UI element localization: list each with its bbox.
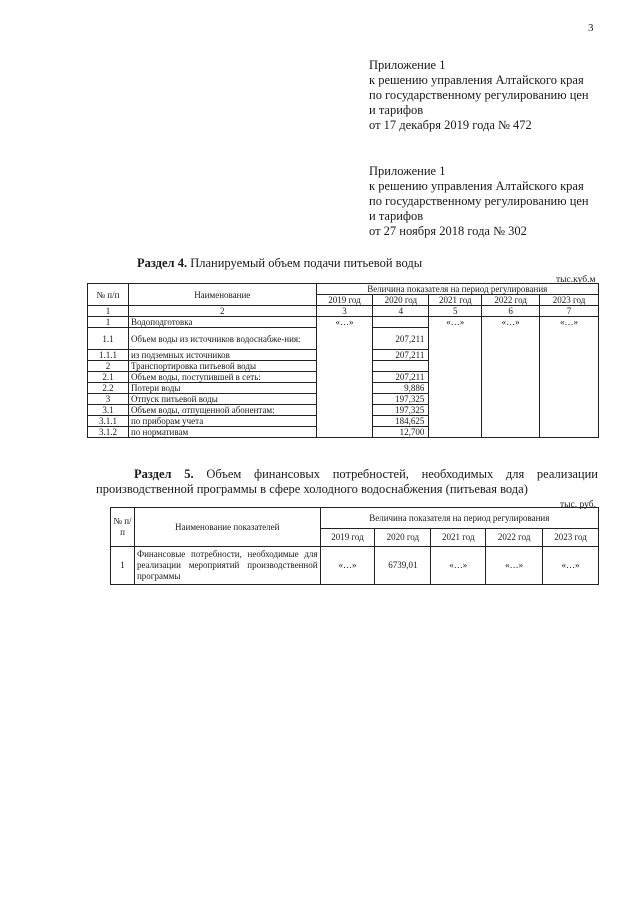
section5-label: Раздел 5.	[134, 467, 194, 481]
section5-heading-line1: Объем финансовых потребностей, необходимых для реализации	[206, 467, 598, 481]
row-num: 3.1	[88, 405, 129, 416]
section4-title	[137, 256, 422, 271]
table-row	[88, 394, 599, 405]
appendix-title: Приложение 1	[369, 58, 446, 72]
header-year: 2022 год	[482, 295, 540, 306]
header-group: Величина показателя на период регулирования	[316, 284, 598, 295]
year-2019-value: «…»	[316, 317, 373, 328]
year-2020-value: 197,325	[373, 405, 429, 416]
year-2022-value: «…»	[486, 547, 543, 585]
year-2020-value: 9,886	[373, 383, 429, 394]
header-num: № п/п	[88, 284, 129, 306]
table-row	[88, 361, 599, 372]
header-year: 2021 год	[429, 295, 482, 306]
row-num: 1.1.1	[88, 350, 129, 361]
page-number: 3	[588, 22, 594, 34]
appendix-date: от 27 ноября 2018 года № 302	[369, 224, 527, 238]
year-2020-value: 207,211	[373, 328, 429, 350]
header-year: 2022 год	[486, 529, 543, 547]
table-row	[88, 350, 599, 361]
col-number: 6	[482, 306, 540, 317]
header-name: Наименование	[128, 284, 316, 306]
row-num: 1.1	[88, 328, 129, 350]
section4-heading: Планируемый объем подачи питьевой воды	[190, 256, 423, 270]
row-num: 3.1.2	[88, 427, 129, 438]
header-year: 2023 год	[543, 529, 599, 547]
row-num: 3.1.1	[88, 416, 129, 427]
col-number: 4	[373, 306, 429, 317]
header-year: 2020 год	[373, 295, 429, 306]
row-name: Отпуск питьевой воды	[128, 394, 316, 405]
col-number: 7	[540, 306, 599, 317]
year-2021-value: «…»	[429, 317, 482, 328]
section5-title	[96, 467, 598, 497]
year-2020-value: 207,211	[373, 372, 429, 383]
year-2022-value: «…»	[482, 317, 540, 328]
appendix-line: к решению управления Алтайского края	[369, 179, 584, 193]
appendix-line: и тарифов	[369, 103, 424, 117]
col-number: 5	[429, 306, 482, 317]
table-row	[88, 416, 599, 427]
table-row	[88, 328, 599, 350]
table-row	[88, 317, 599, 328]
header-year: 2021 год	[431, 529, 486, 547]
appendix-original	[369, 164, 589, 239]
year-2020-value: 184,625	[373, 416, 429, 427]
section4-unit: тыс.куб.м	[556, 275, 596, 285]
appendix-current	[369, 58, 589, 133]
year-2023-value: «…»	[543, 547, 599, 585]
row-name: Объем воды из источников водоснабже-ния:	[128, 328, 316, 350]
appendix-date: от 17 декабря 2019 года № 472	[369, 118, 532, 132]
header-year: 2023 год	[540, 295, 599, 306]
appendix-line: и тарифов	[369, 209, 424, 223]
row-num: 2.2	[88, 383, 129, 394]
row-name: по нормативам	[128, 427, 316, 438]
year-2021-value: «…»	[431, 547, 486, 585]
section5-unit: тыс. руб.	[560, 500, 596, 510]
header-year: 2019 год	[316, 295, 373, 306]
row-name: Финансовые потребности, необходимые для реализации мероприятий производственной программы	[134, 547, 320, 585]
col-number: 1	[88, 306, 129, 317]
col-number: 3	[316, 306, 373, 317]
year-2020-value: 6739,01	[375, 547, 431, 585]
year-2020-value	[373, 317, 429, 328]
table-row	[88, 405, 599, 416]
appendix-title: Приложение 1	[369, 164, 446, 178]
header-num: № п/ п	[111, 508, 135, 547]
row-name: по приборам учета	[128, 416, 316, 427]
row-name: из подземных источников	[128, 350, 316, 361]
header-year: 2020 год	[375, 529, 431, 547]
row-num: 2.1	[88, 372, 129, 383]
header-group: Величина показателя на период регулирования	[320, 508, 598, 529]
year-2020-value: 197,325	[373, 394, 429, 405]
year-2020-value	[373, 361, 429, 372]
section5-heading-line2: производственной программы в сфере холодного водоснабжения (питьевая вода)	[96, 482, 528, 496]
table-row	[88, 372, 599, 383]
section4-table	[87, 283, 599, 438]
year-2023-value: «…»	[540, 317, 599, 328]
row-name: Водоподготовка	[128, 317, 316, 328]
appendix-line: по государственному регулированию цен	[369, 88, 589, 102]
row-num: 1	[88, 317, 129, 328]
row-name: Объем воды, поступившей в сеть:	[128, 372, 316, 383]
year-2020-value: 12,700	[373, 427, 429, 438]
table-row	[88, 427, 599, 438]
table-row	[88, 383, 599, 394]
table-row	[111, 547, 599, 585]
row-name: Объем воды, отпущенной абонентам:	[128, 405, 316, 416]
year-2020-value: 207,211	[373, 350, 429, 361]
row-num: 3	[88, 394, 129, 405]
header-name: Наименование показателей	[134, 508, 320, 547]
section5-table	[110, 507, 599, 585]
appendix-line: по государственному регулированию цен	[369, 194, 589, 208]
col-number: 2	[128, 306, 316, 317]
section4-label: Раздел 4.	[137, 256, 188, 270]
year-2019-value: «…»	[320, 547, 375, 585]
appendix-line: к решению управления Алтайского края	[369, 73, 584, 87]
row-num: 1	[111, 547, 135, 585]
header-year: 2019 год	[320, 529, 375, 547]
row-name: Потери воды	[128, 383, 316, 394]
row-num: 2	[88, 361, 129, 372]
row-name: Транспортировка питьевой воды	[128, 361, 316, 372]
